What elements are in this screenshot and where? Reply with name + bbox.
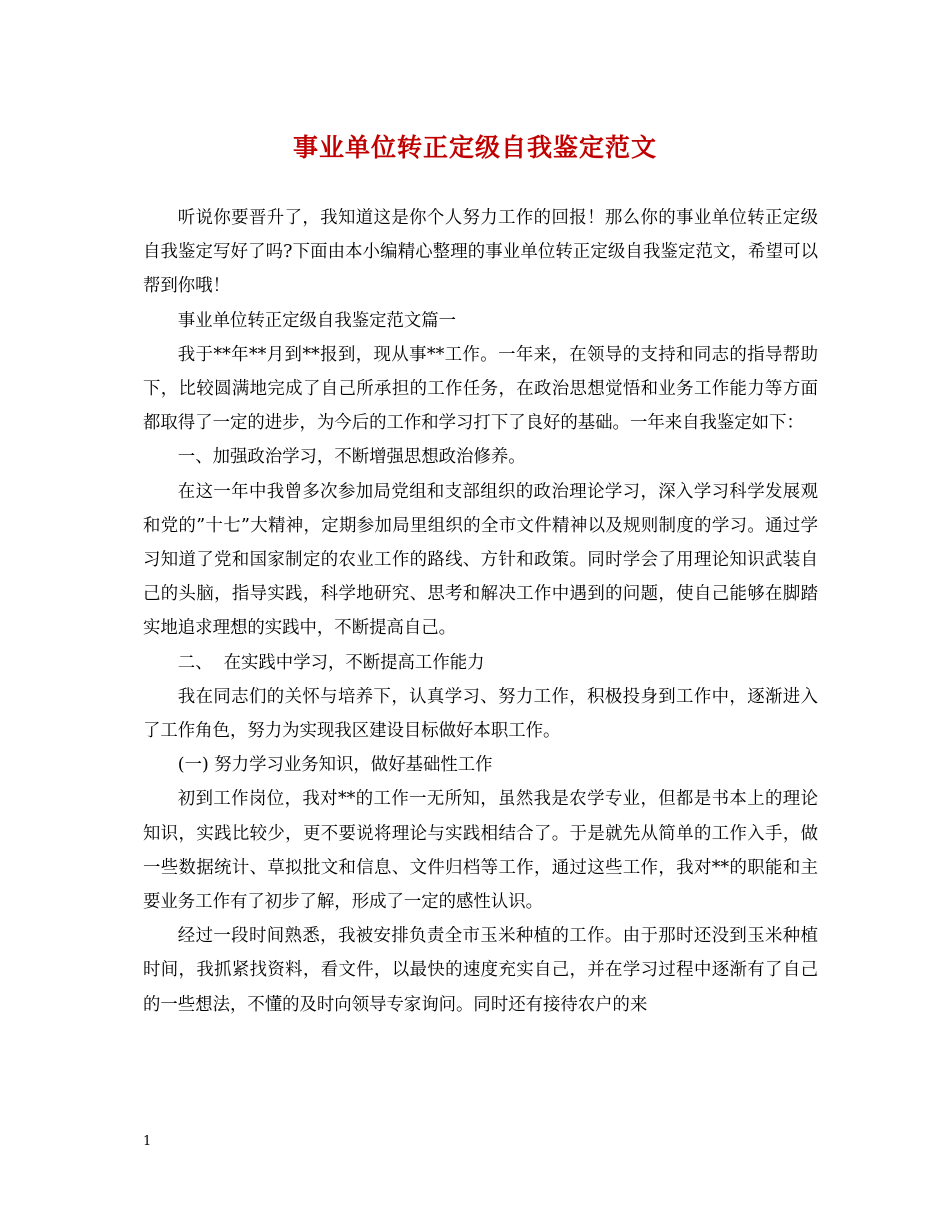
body-paragraph: 我于**年**月到**报到，现从事**工作。一年来，在领导的支持和同志的指导帮助下，比较圆满地完成了自己所承担的工作任务，在政治思想觉悟和业务工作能力等方面都取得了一定的进步，为今后的工作和学习打下了良好的基础。一年来自我鉴定如下： [143, 344, 818, 434]
document-title: 事业单位转正定级自我鉴定范文 [292, 133, 657, 162]
body-paragraph: 初到工作岗位，我对**的工作一无所知，虽然我是农学专业，但都是书本上的理论知识，实践比较少，更不要说将理论与实践相结合了。于是就先从简单的工作入手，做一些数据统计、草拟批文和信息、文件归档等工作，通过这些工作，我对**的职能和主要业务工作有了初步了解，形成了一定的感性认识。 [143, 789, 818, 913]
page-number: 1 [143, 1134, 152, 1149]
section-heading: 事业单位转正定级自我鉴定范文篇一 [177, 310, 457, 331]
body-paragraph: 经过一段时间熟悉，我被安排负责全市玉米种植的工作。由于那时还没到玉米种植时间，我抓紧找资料，看文件，以最快的速度充实自己，并在学习过程中逐渐有了自己的一些想法，不懂的及时向领导专家询问。同时还有接待农户的来 [143, 926, 818, 1015]
subsection-heading: (一) 努力学习业务知识，做好基础性工作 [177, 755, 493, 776]
body-paragraph: 我在同志们的关怀与培养下，认真学习、努力工作，积极投身到工作中，逐渐进入了工作角色，努力为实现我区建设目标做好本职工作。 [143, 686, 818, 742]
section-heading: 一、加强政治学习，不断增强思想政治修养。 [177, 447, 526, 468]
intro-paragraph: 听说你要晋升了，我知道这是你个人努力工作的回报！那么你的事业单位转正定级自我鉴定写好了吗?下面由本小编精心整理的事业单位转正定级自我鉴定范文，希望可以帮到你哦！ [143, 208, 818, 297]
document-body [143, 201, 818, 1022]
section-heading: 二、 在实践中学习，不断提高工作能力 [177, 652, 485, 673]
body-paragraph: 在这一年中我曾多次参加局党组和支部组织的政治理论学习，深入学习科学发展观和党的”十七”大精神，定期参加局里组织的全市文件精神以及规则制度的学习。通过学习知道了党和国家制定的农业工作的路线、方针和政策。同时学会了用理论知识武装自己的头脑，指导实践，科学地研究、思考和解决工作中遇到的问题，使自己能够在脚踏实地追求理想的实践中，不断提高自己。 [143, 481, 818, 639]
